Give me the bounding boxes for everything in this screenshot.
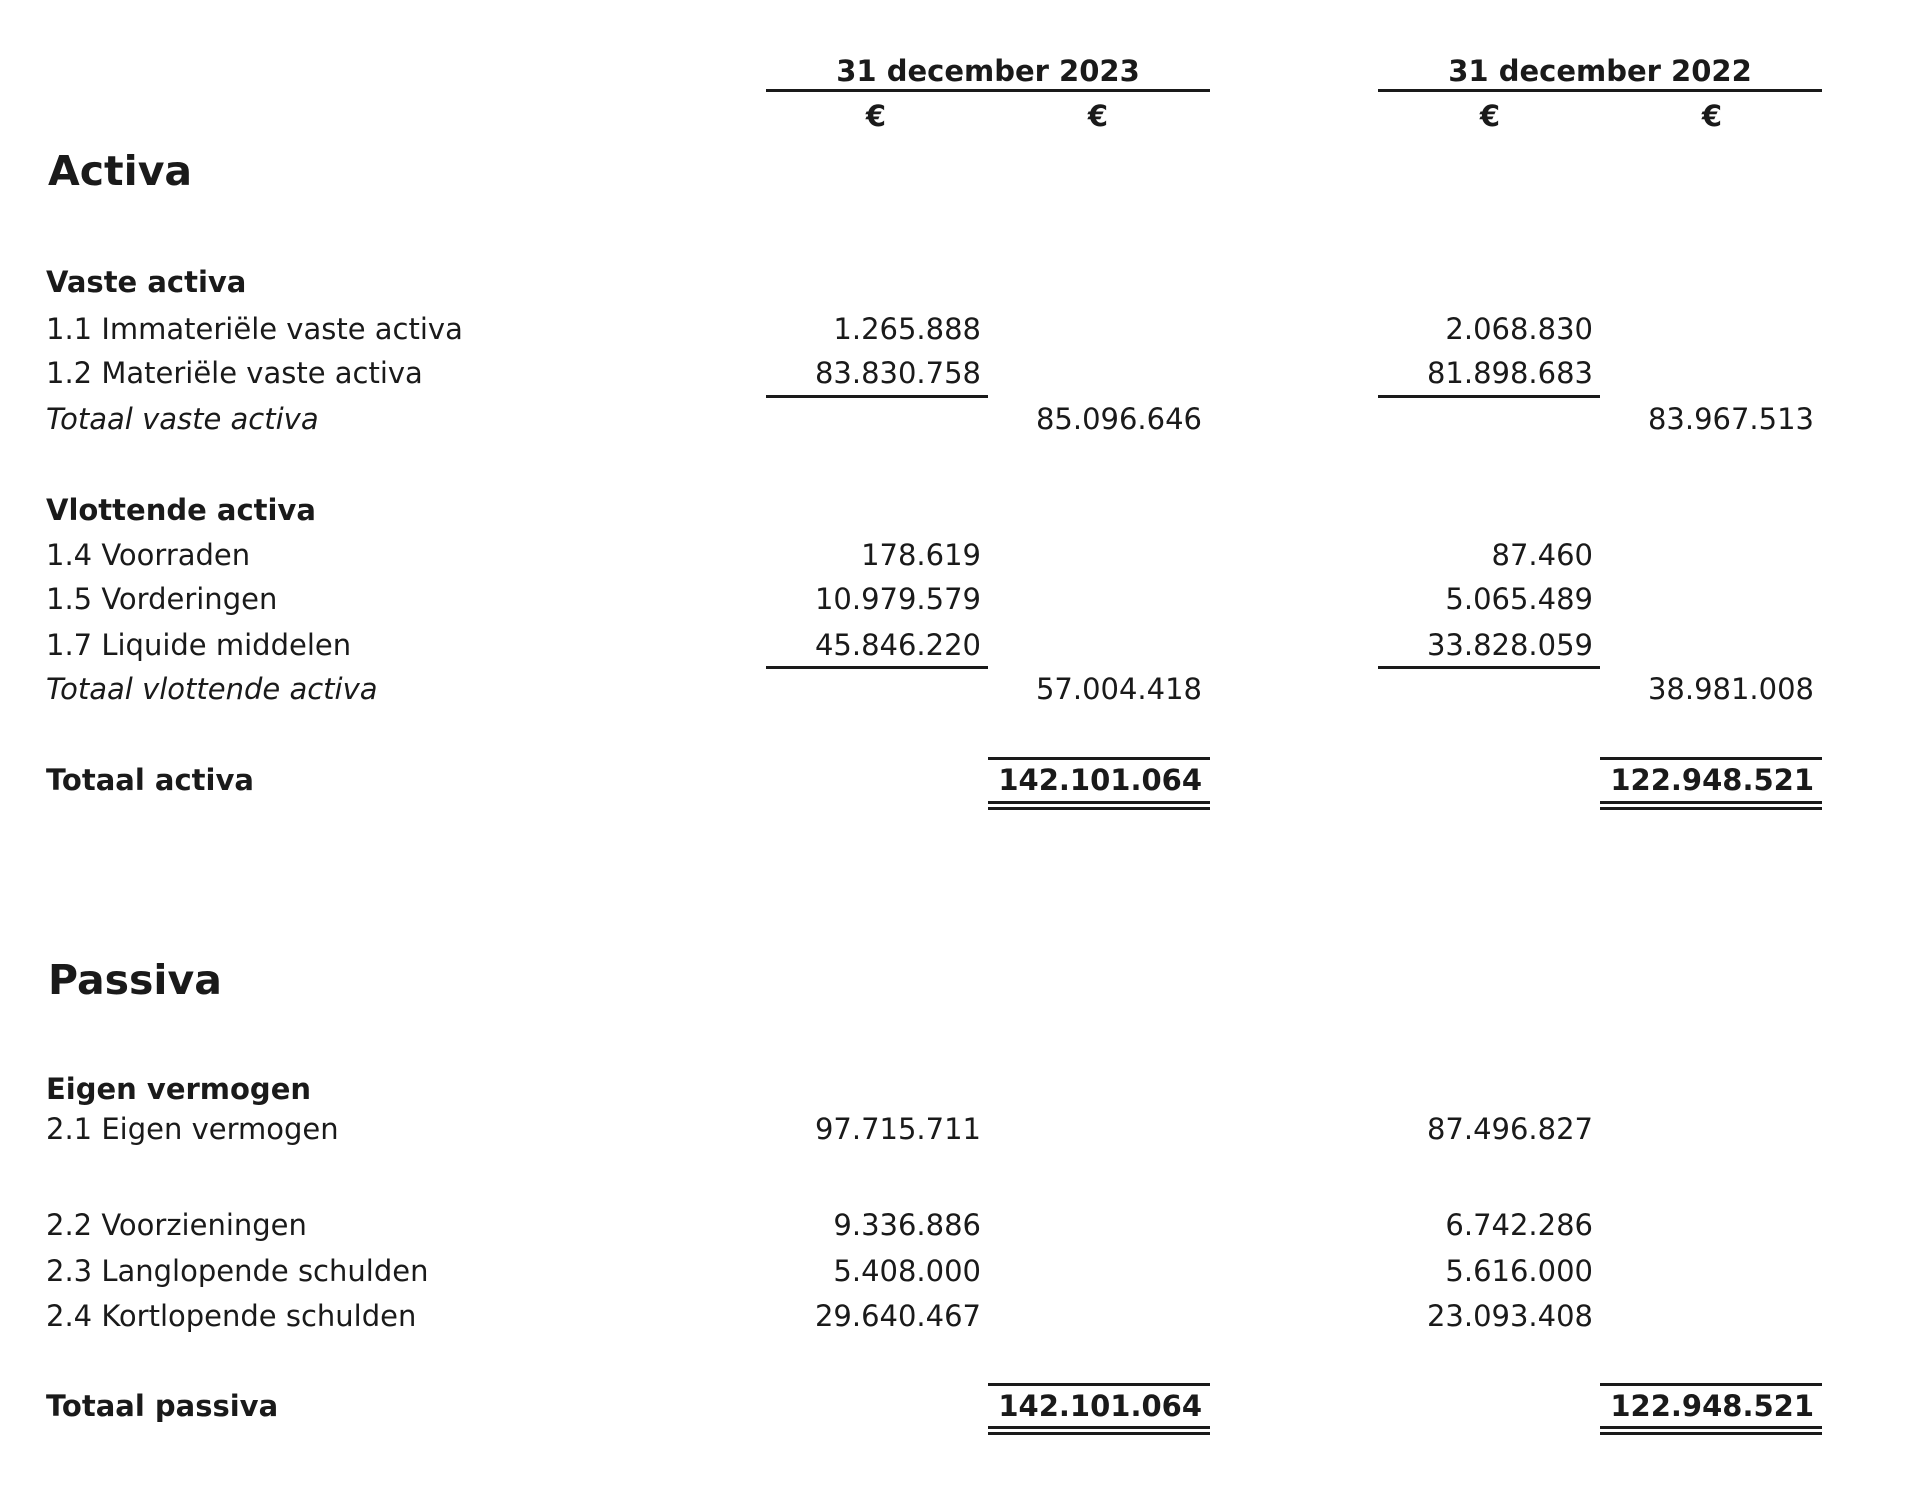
row-label: 2.2 Voorzieningen	[46, 1208, 307, 1242]
row-value-2023: 178.619	[861, 538, 981, 572]
row-value-2022: 87.460	[1491, 538, 1593, 572]
total-value-2022: 122.948.521	[1610, 1389, 1814, 1423]
total-double-underline	[1600, 801, 1822, 810]
total-rule-top	[988, 1383, 1210, 1386]
subtotal-value-2023: 85.096.646	[1035, 402, 1202, 436]
total-double-underline	[988, 1426, 1210, 1435]
row-label: 2.3 Langlopende schulden	[46, 1254, 429, 1288]
subtotal-label: Totaal vlottende activa	[46, 672, 378, 706]
row-value-2023: 83.830.758	[814, 356, 981, 390]
row-value-2022: 87.496.827	[1426, 1112, 1593, 1146]
total-label: Totaal activa	[46, 763, 254, 797]
subtotal-value-2022: 38.981.008	[1647, 672, 1814, 706]
row-label: 1.1 Immateriële vaste activa	[46, 312, 463, 346]
currency-symbol: €	[865, 99, 887, 133]
row-value-2022: 81.898.683	[1426, 356, 1593, 390]
total-rule-top	[988, 757, 1210, 760]
row-value-2022: 2.068.830	[1445, 312, 1593, 346]
section-title-activa: Activa	[48, 147, 193, 195]
row-label: 1.5 Vorderingen	[46, 582, 278, 616]
total-double-underline	[988, 801, 1210, 810]
subsection-heading: Vaste activa	[46, 265, 247, 299]
currency-symbol: €	[1479, 99, 1501, 133]
total-rule-top	[1600, 757, 1822, 760]
subtotal-value-2022: 83.967.513	[1647, 402, 1814, 436]
subtotal-rule	[1378, 395, 1600, 398]
row-value-2023: 10.979.579	[814, 582, 981, 616]
row-value-2023: 9.336.886	[833, 1208, 981, 1242]
currency-symbol: €	[1087, 99, 1109, 133]
subtotal-rule	[766, 395, 988, 398]
row-value-2023: 5.408.000	[833, 1254, 981, 1288]
row-value-2022: 5.065.489	[1445, 582, 1593, 616]
row-value-2022: 23.093.408	[1426, 1299, 1593, 1333]
row-value-2022: 33.828.059	[1426, 628, 1593, 662]
header-underline-2023	[766, 89, 1210, 92]
total-value-2022: 122.948.521	[1610, 763, 1814, 797]
row-value-2022: 5.616.000	[1445, 1254, 1593, 1288]
total-rule-top	[1600, 1383, 1822, 1386]
subtotal-rule	[1378, 666, 1600, 669]
row-label: 1.4 Voorraden	[46, 538, 251, 572]
row-value-2023: 97.715.711	[814, 1112, 981, 1146]
total-double-underline	[1600, 1426, 1822, 1435]
row-value-2022: 6.742.286	[1445, 1208, 1593, 1242]
total-value-2023: 142.101.064	[998, 1389, 1202, 1423]
row-value-2023: 29.640.467	[814, 1299, 981, 1333]
subtotal-value-2023: 57.004.418	[1035, 672, 1202, 706]
subtotal-label: Totaal vaste activa	[46, 402, 319, 436]
row-value-2023: 45.846.220	[814, 628, 981, 662]
subsection-heading: Vlottende activa	[46, 493, 316, 527]
header-underline-2022	[1378, 89, 1822, 92]
row-label: 1.2 Materiële vaste activa	[46, 356, 423, 390]
row-label: 1.7 Liquide middelen	[46, 628, 352, 662]
row-label: 2.1 Eigen vermogen	[46, 1112, 339, 1146]
column-header-2023: 31 december 2023	[836, 54, 1140, 88]
currency-symbol: €	[1701, 99, 1723, 133]
total-value-2023: 142.101.064	[998, 763, 1202, 797]
row-value-2023: 1.265.888	[833, 312, 981, 346]
total-label: Totaal passiva	[46, 1389, 279, 1423]
row-label: 2.4 Kortlopende schulden	[46, 1299, 417, 1333]
column-header-2022: 31 december 2022	[1448, 54, 1752, 88]
section-title-passiva: Passiva	[48, 956, 222, 1004]
subsection-heading: Eigen vermogen	[46, 1072, 312, 1106]
subtotal-rule	[766, 666, 988, 669]
